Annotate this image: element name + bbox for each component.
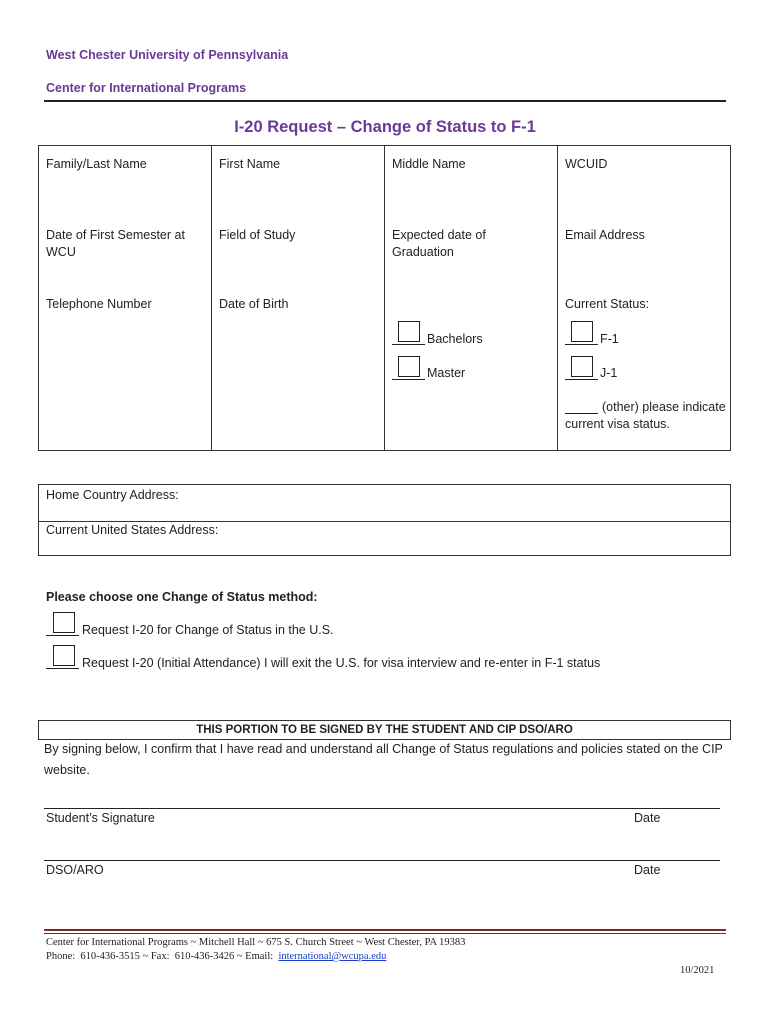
current-status-label: Current Status: (565, 297, 650, 311)
last-name-field[interactable]: Family/Last Name (46, 157, 147, 171)
f1-checkbox[interactable] (571, 321, 593, 342)
j1-label: J-1 (600, 366, 618, 380)
master-label: Master (427, 366, 466, 380)
master-checkbox[interactable] (398, 356, 420, 377)
method-exit-checkbox[interactable] (53, 645, 75, 666)
field-of-study-field[interactable]: Field of Study (219, 228, 296, 242)
method-us-checkbox[interactable] (53, 612, 75, 633)
column-divider (211, 146, 212, 450)
j1-checkbox[interactable] (571, 356, 593, 377)
method-exit-label: Request I-20 (Initial Attendance) I will exit the U.S. for visa interview and re-enter in F-1 status (82, 656, 601, 670)
column-divider (557, 146, 558, 450)
address-table (38, 484, 731, 556)
university-name: West Chester University of Pennsylvania (46, 48, 289, 62)
dso-signature-label: DSO/ARO (46, 863, 104, 877)
footer-contact (46, 951, 386, 962)
signature-statement: By signing below, I confirm that I have read and understand all Change of Status regulations and policies stated on the CIP website. (44, 742, 723, 777)
student-signature-label: Student’s Signature (46, 811, 155, 825)
other-status-label: (other) please indicate current visa status. (565, 400, 726, 431)
header-divider (44, 100, 726, 102)
graduation-date-field[interactable]: Expected date of Graduation (392, 228, 486, 259)
student-signature-line[interactable] (44, 808, 720, 809)
footer-divider-thin (44, 933, 726, 934)
master-underline (392, 379, 425, 380)
telephone-field[interactable]: Telephone Number (46, 297, 152, 311)
center-name: Center for International Programs (46, 81, 247, 95)
dso-date-label: Date (634, 863, 661, 877)
dso-signature-line[interactable] (44, 860, 720, 861)
bachelors-label: Bachelors (427, 332, 483, 346)
bachelors-checkbox[interactable] (398, 321, 420, 342)
f1-underline (565, 344, 598, 345)
form-title: I-20 Request – Change of Status to F-1 (234, 118, 536, 136)
signature-section-heading: THIS PORTION TO BE SIGNED BY THE STUDENT AND CIP DSO/ARO (38, 720, 731, 740)
f1-label: F-1 (600, 332, 619, 346)
method-us-label: Request I-20 for Change of Status in the U.S. (82, 623, 334, 637)
footer-phone-fax: Phone: 610-436-3515 ~ Fax: 610-436-3426 ~ Email: (46, 951, 279, 962)
method-us-underline (46, 635, 79, 636)
revision-date: 10/2021 (680, 965, 715, 976)
j1-underline (565, 379, 598, 380)
first-name-field[interactable]: First Name (219, 157, 281, 171)
footer-address: Center for International Programs ~ Mitchell Hall ~ 675 S. Church Street ~ West Chester, PA 19383 (46, 937, 466, 948)
middle-name-field[interactable]: Middle Name (392, 157, 466, 171)
first-semester-field[interactable]: Date of First Semester at WCU (46, 228, 185, 259)
student-date-label: Date (634, 811, 661, 825)
email-field[interactable]: Email Address (565, 228, 645, 242)
method-exit-underline (46, 668, 79, 669)
footer-divider (44, 929, 726, 931)
column-divider (384, 146, 385, 450)
home-country-address-field[interactable]: Home Country Address: (46, 488, 179, 502)
student-info-table (38, 145, 731, 451)
footer-email-link[interactable]: international@wcupa.edu (278, 951, 387, 962)
date-of-birth-field[interactable]: Date of Birth (219, 297, 289, 311)
wcuid-field[interactable]: WCUID (565, 157, 608, 171)
method-heading: Please choose one Change of Status method: (46, 590, 318, 604)
bachelors-underline (392, 344, 425, 345)
us-address-field[interactable]: Current United States Address: (46, 523, 219, 537)
